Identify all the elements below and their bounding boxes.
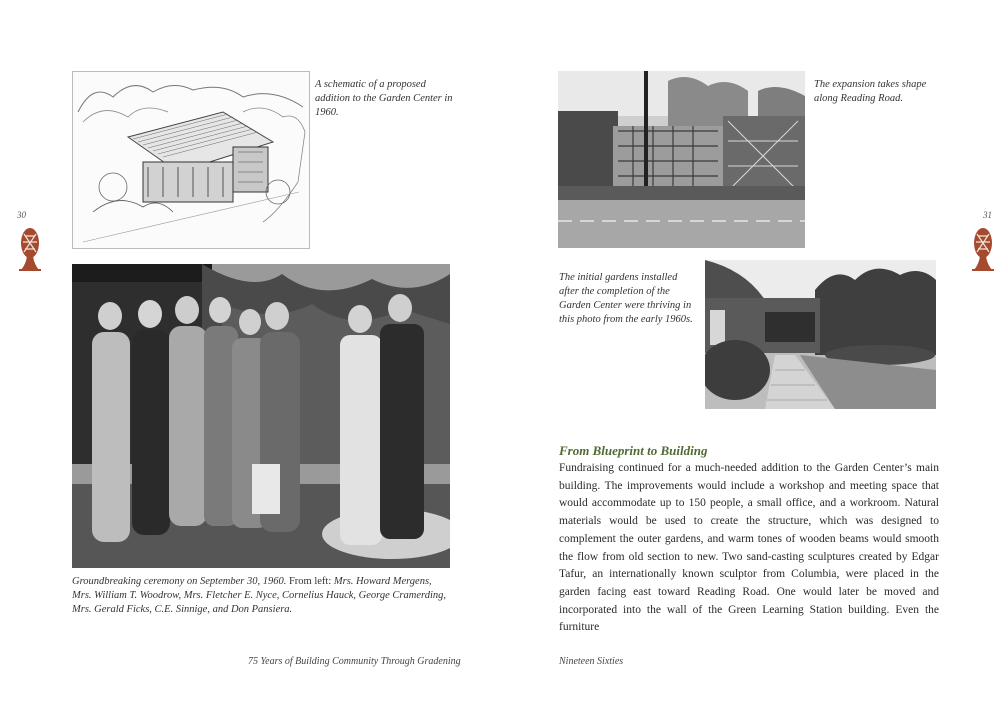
groundbreaking-caption-prefix: Groundbreaking ceremony on September 30, 1960. xyxy=(72,576,287,587)
schematic-caption: A schematic of a proposed addition to the Garden Center in 1960. xyxy=(315,79,453,118)
page-number-right: 31 xyxy=(983,210,992,220)
schematic-drawing xyxy=(72,71,310,249)
groundbreaking-caption-mid: From left: xyxy=(286,576,334,587)
footer-left: 75 Years of Building Community Through Gradening xyxy=(248,656,461,667)
gardens-photo xyxy=(705,260,936,409)
groundbreaking-photo xyxy=(72,264,450,568)
article-body: Fundraising continued for a much-needed addition to the Garden Center’s main building. The improvements would include a workshop and meeting space that would accommodate up to 150 people, a small office, and a workroom. Natural materials would be used to create the structure, which was designed to complement the outer gardens, and warm tones of wooden beams would smooth the flow from old section to new. Two sand-casting sculptures created by Edgar Tafur, an internationally known sculptor from Columbia, were placed in the garden facing east toward Reading Road. One would later be moved and incorporated into the wall of the Green Learning Station building. Even the furniture xyxy=(559,462,939,634)
morel-mushroom-icon xyxy=(968,226,998,272)
expansion-caption: The expansion takes shape along Reading Road. xyxy=(814,79,927,104)
footer-right: Nineteen Sixties xyxy=(559,656,624,667)
gardens-caption: The initial gardens installed after the completion of the Garden Center were thriving in this photo from the early 1960s. xyxy=(559,272,693,325)
groundbreaking-caption-names: Mrs. Howard Mergens, Mrs. William T. Woodrow, Mrs. Fletcher E. Nyce, Cornelius Hauck, George Cramerding, Mrs. Gerald Ficks, C.E. Sinnige, and Don Pansiera. xyxy=(72,576,446,615)
page-number-left: 30 xyxy=(17,210,26,220)
groundbreaking-caption xyxy=(72,575,452,617)
morel-mushroom-icon xyxy=(15,226,45,272)
expansion-photo xyxy=(558,71,805,248)
article-heading: From Blueprint to Building xyxy=(559,443,708,458)
